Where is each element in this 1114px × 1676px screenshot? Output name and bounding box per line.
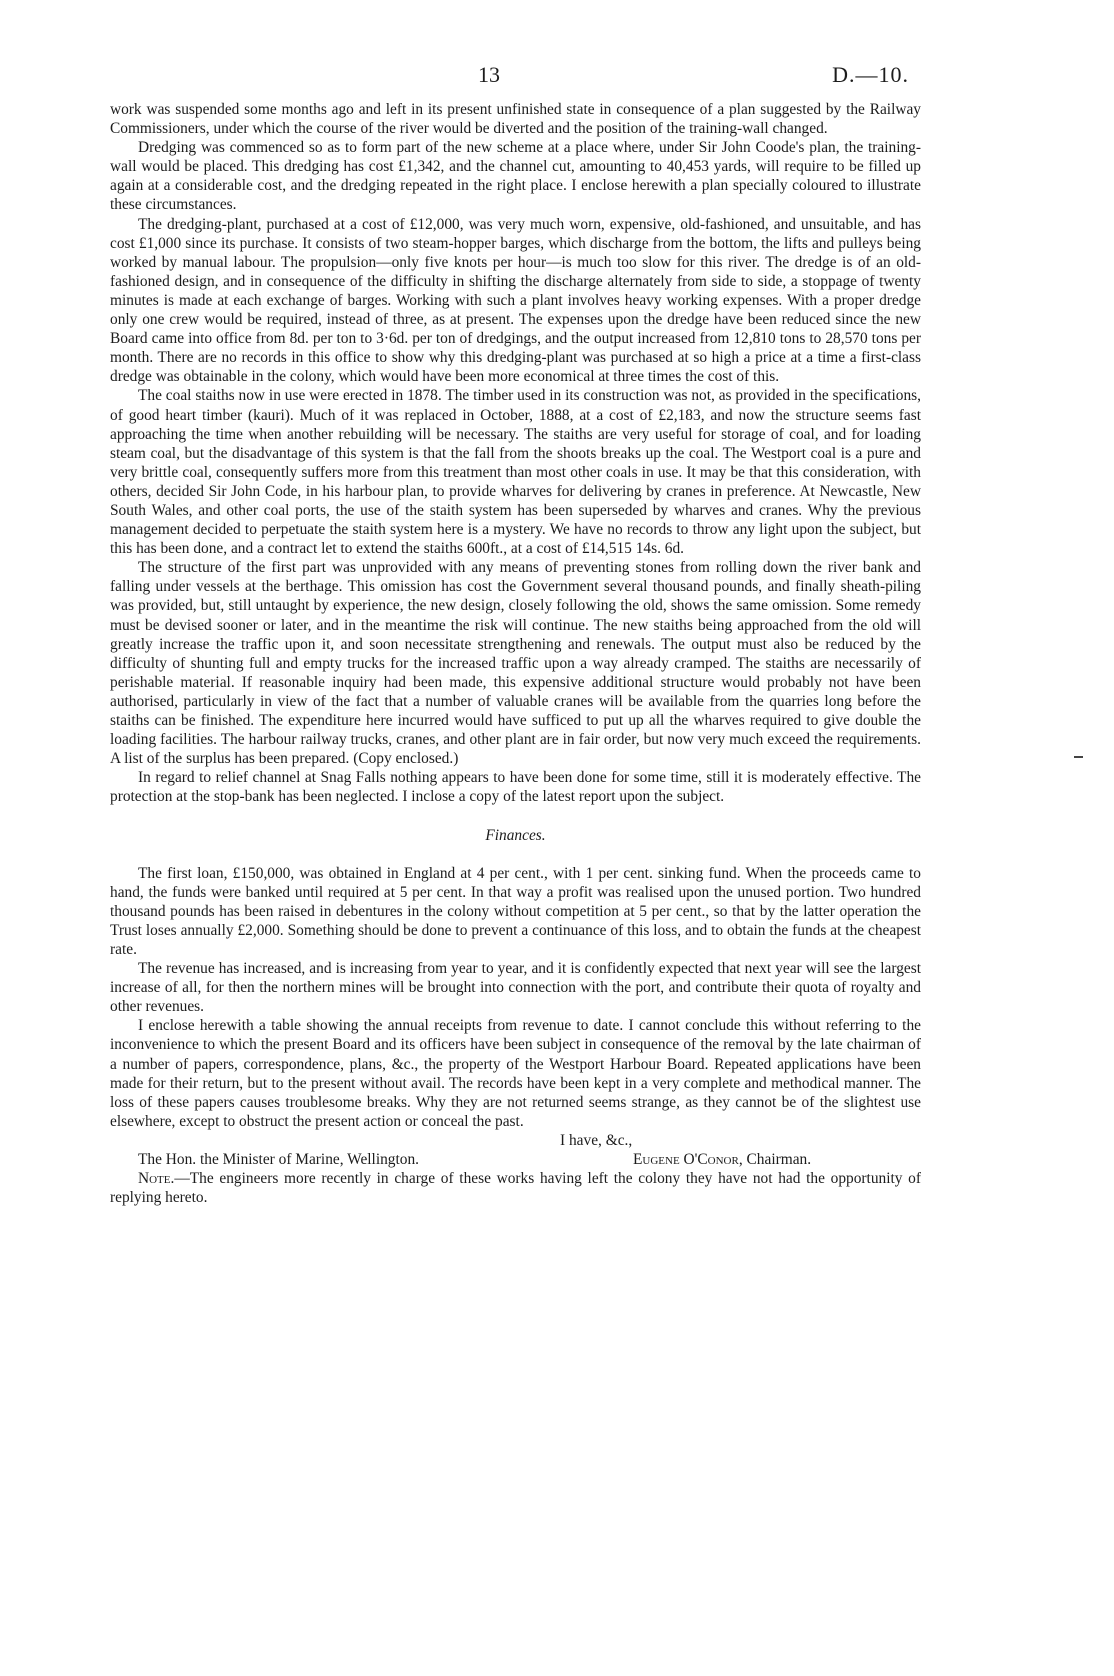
paragraph: In regard to relief channel at Snag Falls nothing appears to have been done for some time, still it is moderately effective. The protection at the stop-bank has been neglected. I inclose a copy of the latest report upon the subject. bbox=[110, 769, 921, 806]
signature-row bbox=[110, 1150, 921, 1169]
signature bbox=[633, 1150, 811, 1169]
page-number: 13 bbox=[478, 62, 500, 87]
paragraph: The structure of the first part was unprovided with any means of preventing stones from rolling down the river bank and falling under vessels at the berthage. This omission has cost the Government several thousand pounds, and finally sheath-piling was provided, but, still untaught by experience, the new design, closely following the old, shows the same omission. Some remedy must be devised sooner or later, and in the meantime the risk will continue. The new staiths being approached from the old will greatly increase the traffic upon it, and soon necessitate strengthening and renewals. The output must also be reduced by the difficulty of shunting full and empty trucks for the increased traffic upon a way already cramped. The staiths are necessarily of perishable material. If reasonable inquiry had been made, this expensive additional structure would probably not have been authorised, particularly in view of the fact that a number of valuable cranes will be available from the quarries long before the staiths can be finished. The expenditure here incurred would have sufficed to put up all the wharves required to give double the loading facilities. The harbour railway trucks, cranes, and other plant are in fair order, but now very much exceed the requirements. A list of the surplus has been prepared. (Copy enclosed.) bbox=[110, 559, 921, 768]
note-label: Note. bbox=[138, 1169, 175, 1187]
signer-title: , Chairman. bbox=[738, 1150, 812, 1168]
paragraph: work was suspended some months ago and left in its present unfinished state in consequence of a plan suggested by the Railway Commissioners, under which the course of the river would be diverted and the position of the training-wall changed. bbox=[110, 101, 921, 138]
finances-paragraph: I enclose herewith a table showing the annual receipts from revenue to date. I cannot conclude this without referring to the inconvenience to which the present Board and its officers have been subject in consequence of the removal by the late chairman of a number of papers, correspondence, plans, &c., the property of the Westport Harbour Board. Repeated applications have been made for their return, but to the present without avail. The records have been kept in a very complete and methodical manner. The loss of these papers causes troublesome breaks. Why they are not returned seems strange, as they cannot be of the slightest use elsewhere, except to obstruct the present action or conceal the past. bbox=[110, 1017, 921, 1130]
paragraph: The coal staiths now in use were erected in 1878. The timber used in its construction was not, as provided in the specifications, of good heart timber (kauri). Much of it was replaced in October, 1888, at a cost of £2,183, and now the structure seems fast approaching the time when another rebuilding will be necessary. The staiths are very useful for storage of coal, and for loading steam coal, but the disadvantage of this system is that the fall from the shoots breaks up the coal. The Westport coal is a pure and very brittle coal, consequently suffers more from this treatment than most other coals in use. It may be that this consideration, with others, decided Sir John Code, in his harbour plan, to provide wharves for delivering by cranes in preference. At Newcastle, New South Wales, and other coal ports, the use of the staith system has been superseded by wharves and cranes. Why the previous management decided to perpetuate the staith system here is a mystery. We have no records to throw any light upon the subject, but this has been done, and a contract let to extend the staiths 600ft., at a cost of £14,515 14s. 6d. bbox=[110, 387, 921, 558]
finances-paragraph: The revenue has increased, and is increasing from year to year, and it is confidently expected that next year will see the largest increase of all, for then the northern mines will be brought into connection with the port, and contribute their quota of royalty and other revenues. bbox=[110, 960, 921, 1016]
series-code: D.—10. bbox=[832, 62, 909, 87]
paragraph: The dredging-plant, purchased at a cost of £12,000, was very much worn, expensive, old-fashioned, and unsuitable, and has cost £1,000 since its purchase. It consists of two steam-hopper barges, which discharge from the bottom, the lifts and pulleys being worked by manual labour. The propulsion—only five knots per hour—is much too slow for this river. The dredge is of an old-fashioned design, and in consequence of the difficulty in shifting the discharge alternately from side to side, a stoppage of twenty minutes is made at each exchange of barges. Working with such a plant involves heavy working expenses. With a proper dredge only one crew would be required, instead of three, as at present. The expenses upon the dredge have been reduced since the new Board came into office from 8d. per ton to 3·6d. per ton of dredgings, and the output increased from 12,810 tons to 28,570 tons per month. There are no records in this office to show why this dredging-plant was purchased at so high a price at a time a first-class dredge was obtainable in the colony, which would have been more economical at three times the cost of this. bbox=[110, 215, 921, 386]
signer-name: Eugene O'Conor bbox=[633, 1150, 739, 1168]
salutation: I have, &c., bbox=[560, 1131, 633, 1149]
note-text: —The engineers more recently in charge of these works having left the colony they have not had the opportunity of replying hereto. bbox=[110, 1169, 921, 1206]
salutation-row bbox=[110, 1131, 921, 1150]
finances-paragraph: The first loan, £150,000, was obtained in England at 4 per cent., with 1 per cent. sinking fund. When the proceeds came to hand, the funds were banked until required at 5 per cent. In that way a profit was realised upon the unused portion. Two hundred thousand pounds has been raised in debentures in the colony without competition at 5 per cent., so that by the latter operation the Trust loses annually £2,000. Something should be done to prevent a continuance of this loss, and to obtain the funds at the cheapest rate. bbox=[110, 864, 921, 958]
note bbox=[110, 1169, 921, 1207]
section-heading-finances: Finances. bbox=[485, 827, 546, 845]
page-header bbox=[0, 62, 1114, 92]
paragraph: Dredging was commenced so as to form part of the new scheme at a place where, under Sir John Coode's plan, the training-wall would be placed. This dredging has cost £1,342, and the channel cut, amounting to 40,453 yards, will require to be filled up again at a considerable cost, and the dredging repeated in the right place. I enclose herewith a plan specially coloured to illustrate these circumstances. bbox=[110, 139, 921, 214]
document-body bbox=[110, 100, 921, 1207]
addressee: The Hon. the Minister of Marine, Wellington. bbox=[138, 1150, 420, 1168]
margin-mark bbox=[1074, 756, 1083, 758]
